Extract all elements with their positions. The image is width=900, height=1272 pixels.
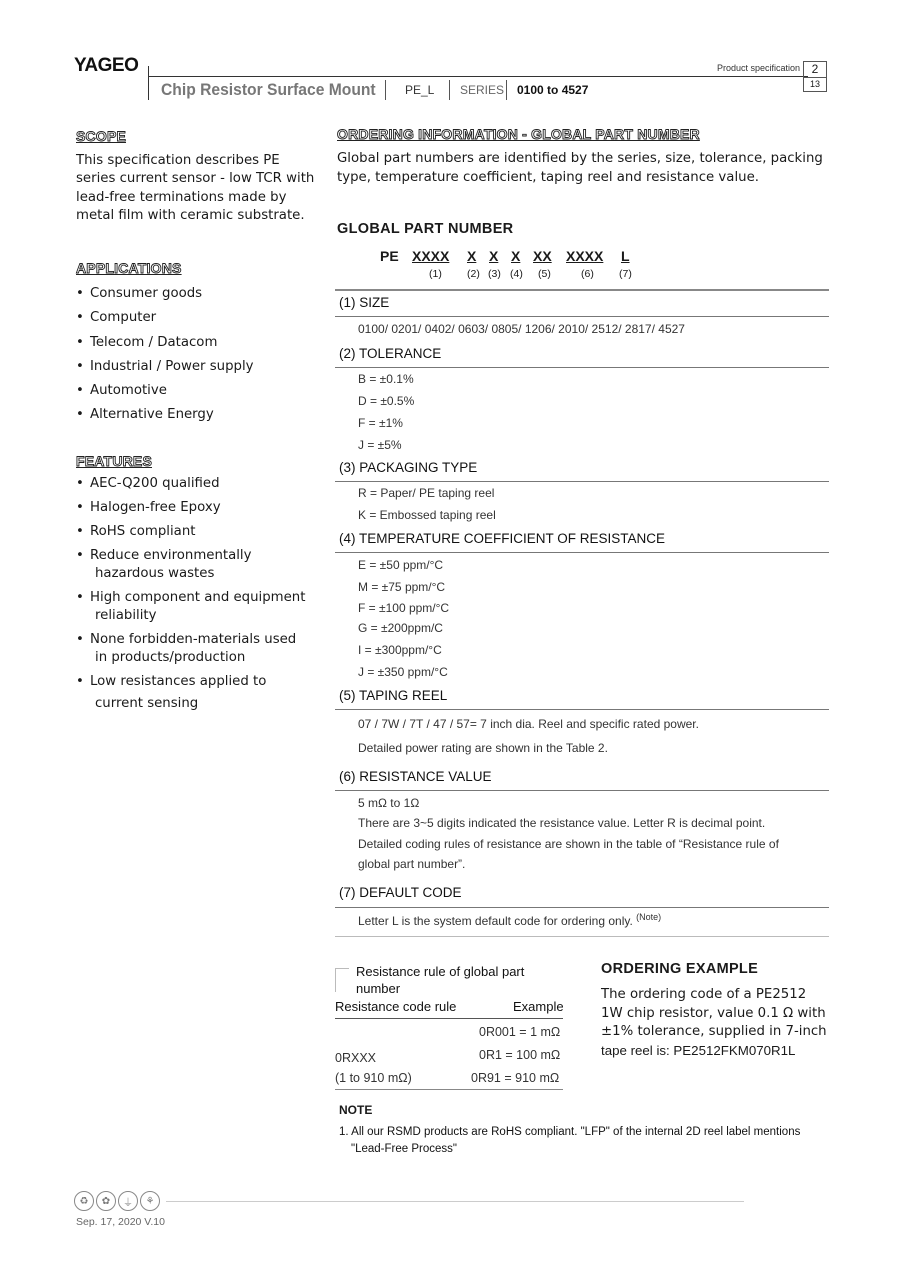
- list-item: • High component and equipment reliability: [76, 589, 321, 625]
- tcr-heading: (4) TEMPERATURE COEFFICIENT OF RESISTANCE: [339, 531, 666, 546]
- list-item: • Industrial / Power supply: [76, 355, 321, 379]
- resistance-table-col1: Resistance code rule: [335, 999, 457, 1014]
- resistance-table-col2: Example: [513, 999, 564, 1014]
- list-item: • Computer: [76, 306, 321, 330]
- gpn-index: (3): [488, 268, 501, 280]
- page-total: 13: [809, 79, 820, 89]
- packaging-item: K = Embossed taping reel: [358, 508, 496, 522]
- table-corner: [335, 968, 349, 992]
- taping-reel-item: Detailed power rating are shown in the Table 2.: [358, 741, 608, 755]
- resistance-item: global part number”.: [358, 857, 466, 871]
- resistance-example: 0R1 = 100 mΩ: [479, 1048, 561, 1062]
- recycle-icon: ♻: [74, 1191, 94, 1211]
- scope-heading: SCOPE: [76, 128, 127, 144]
- earth-icon: ⏚: [118, 1191, 138, 1211]
- page-number-box: [803, 61, 827, 92]
- gpn-index: (2): [467, 268, 480, 280]
- gpn-part: L: [621, 248, 630, 264]
- list-item: • Alternative Energy: [76, 403, 321, 427]
- list-item: • AEC-Q200 qualified: [76, 475, 321, 493]
- list-item: • Reduce environmentally hazardous wastes: [76, 547, 321, 583]
- features-list: [76, 475, 321, 713]
- tcr-item: E = ±50 ppm/°C: [358, 558, 444, 572]
- note-heading: NOTE: [339, 1103, 373, 1117]
- list-item: • Low resistances applied to current sensing: [76, 673, 321, 713]
- tcr-item: M = ±75 ppm/°C: [358, 580, 446, 594]
- gpn-part: XXXX: [412, 248, 450, 264]
- gpn-index: (7): [619, 268, 632, 280]
- gpn-index: (1): [429, 268, 442, 280]
- tolerance-heading: (2) TOLERANCE: [339, 346, 442, 361]
- footer-eco-icons: [74, 1191, 160, 1211]
- resistance-item: Detailed coding rules of resistance are shown in the table of “Resistance rule of: [358, 837, 779, 851]
- gpn-index: (6): [581, 268, 594, 280]
- list-item: • Halogen-free Epoxy: [76, 499, 321, 517]
- taping-reel-heading: (5) TAPING REEL: [339, 688, 448, 703]
- gpn-index: (4): [510, 268, 523, 280]
- leaf-icon: ✿: [96, 1191, 116, 1211]
- size-values: 0100/ 0201/ 0402/ 0603/ 0805/ 1206/ 2010/ 2512/ 2817/ 4527: [358, 322, 685, 336]
- packaging-item: R = Paper/ PE taping reel: [358, 486, 495, 500]
- series-label: SERIES: [460, 83, 505, 97]
- document-title: Chip Resistor Surface Mount: [161, 80, 376, 99]
- applications-heading: APPLICATIONS: [76, 260, 182, 276]
- footer-rule: [166, 1201, 744, 1202]
- gpn-part: XX: [533, 248, 552, 264]
- gpn-part: X: [511, 248, 521, 264]
- list-item: • Automotive: [76, 379, 321, 403]
- list-item: • Consumer goods: [76, 282, 321, 306]
- resistance-heading: (6) RESISTANCE VALUE: [339, 769, 492, 784]
- features-heading: FEATURES: [76, 453, 153, 469]
- gpn-part: X: [467, 248, 477, 264]
- ordering-intro: Global part numbers are identified by the series, size, tolerance, packing type, temperature coefficient, taping reel and resistance value.: [337, 151, 823, 185]
- scope-text: This specification describes PE series current sensor - low TCR with lead-free terminations made by metal film with ceramic substrate.: [76, 153, 315, 223]
- product-spec-label: Product specification: [716, 63, 800, 73]
- section-rule: [335, 289, 829, 291]
- resistance-rule-range: (1 to 910 mΩ): [335, 1071, 412, 1085]
- taping-reel-item: 07 / 7W / 7T / 47 / 57= 7 inch dia. Reel and specific rated power.: [358, 717, 699, 731]
- header-divider: [148, 66, 149, 100]
- tcr-item: J = ±350 ppm/°C: [358, 665, 448, 679]
- resistance-rule: 0RXXX: [335, 1051, 376, 1065]
- list-item: • None forbidden-materials used in products/production: [76, 631, 321, 667]
- tolerance-item: B = ±0.1%: [358, 372, 414, 386]
- gpn-part: X: [489, 248, 499, 264]
- ordering-example-heading: ORDERING EXAMPLE: [601, 961, 759, 977]
- list-item: • RoHS compliant: [76, 523, 321, 541]
- product-code: PE_L: [405, 83, 435, 97]
- tcr-item: G = ±200ppm/C: [358, 621, 443, 635]
- applications-list: [76, 282, 321, 428]
- ordering-example-text: The ordering code of a PE2512 1W chip resistor, value 0.1 Ω with ±1% tolerance, supplied in 7-inch tape reel is: PE2512FKM070R1L: [601, 987, 827, 1058]
- list-item: • Telecom / Datacom: [76, 331, 321, 355]
- resistance-table-title: Resistance rule of global part number: [356, 964, 525, 996]
- tolerance-item: D = ±0.5%: [358, 394, 415, 408]
- packaging-heading: (3) PACKAGING TYPE: [339, 460, 478, 475]
- gpn-index: (5): [538, 268, 551, 280]
- resistance-item: There are 3~5 digits indicated the resistance value. Letter R is decimal point.: [358, 816, 766, 830]
- tolerance-item: J = ±5%: [358, 438, 402, 452]
- resistance-example: 0R001 = 1 mΩ: [479, 1025, 561, 1039]
- default-code-text: Letter L is the system default code for ordering only. $^{(Note)}$: [358, 912, 662, 928]
- resistance-example: 0R91 = 910 mΩ: [471, 1071, 560, 1085]
- gpn-title: GLOBAL PART NUMBER: [337, 221, 514, 237]
- header-rule: [148, 76, 808, 77]
- yageo-logo: YAGEO: [74, 55, 139, 76]
- tcr-item: I = ±300ppm/°C: [358, 643, 442, 657]
- plant-icon: ⚘: [140, 1191, 160, 1211]
- size-heading: (1) SIZE: [339, 295, 390, 310]
- gpn-series: PE: [380, 248, 399, 264]
- gpn-part: XXXX: [566, 248, 604, 264]
- tolerance-item: F = ±1%: [358, 416, 403, 430]
- footer-date: Sep. 17, 2020 V.10: [76, 1216, 165, 1228]
- resistance-item: 5 mΩ to 1Ω: [358, 796, 420, 810]
- default-code-heading: (7) DEFAULT CODE: [339, 885, 462, 900]
- series-value: 0100 to 4527: [517, 83, 589, 97]
- page-number: 2: [811, 62, 819, 76]
- note-text: 1. All our RSMD products are RoHS compliant. "LFP" of the internal 2D reel label mentions "Lead-Free Process": [339, 1126, 801, 1155]
- tcr-item: F = ±100 ppm/°C: [358, 601, 450, 615]
- ordering-info-heading: ORDERING INFORMATION - GLOBAL PART NUMBER: [337, 126, 700, 142]
